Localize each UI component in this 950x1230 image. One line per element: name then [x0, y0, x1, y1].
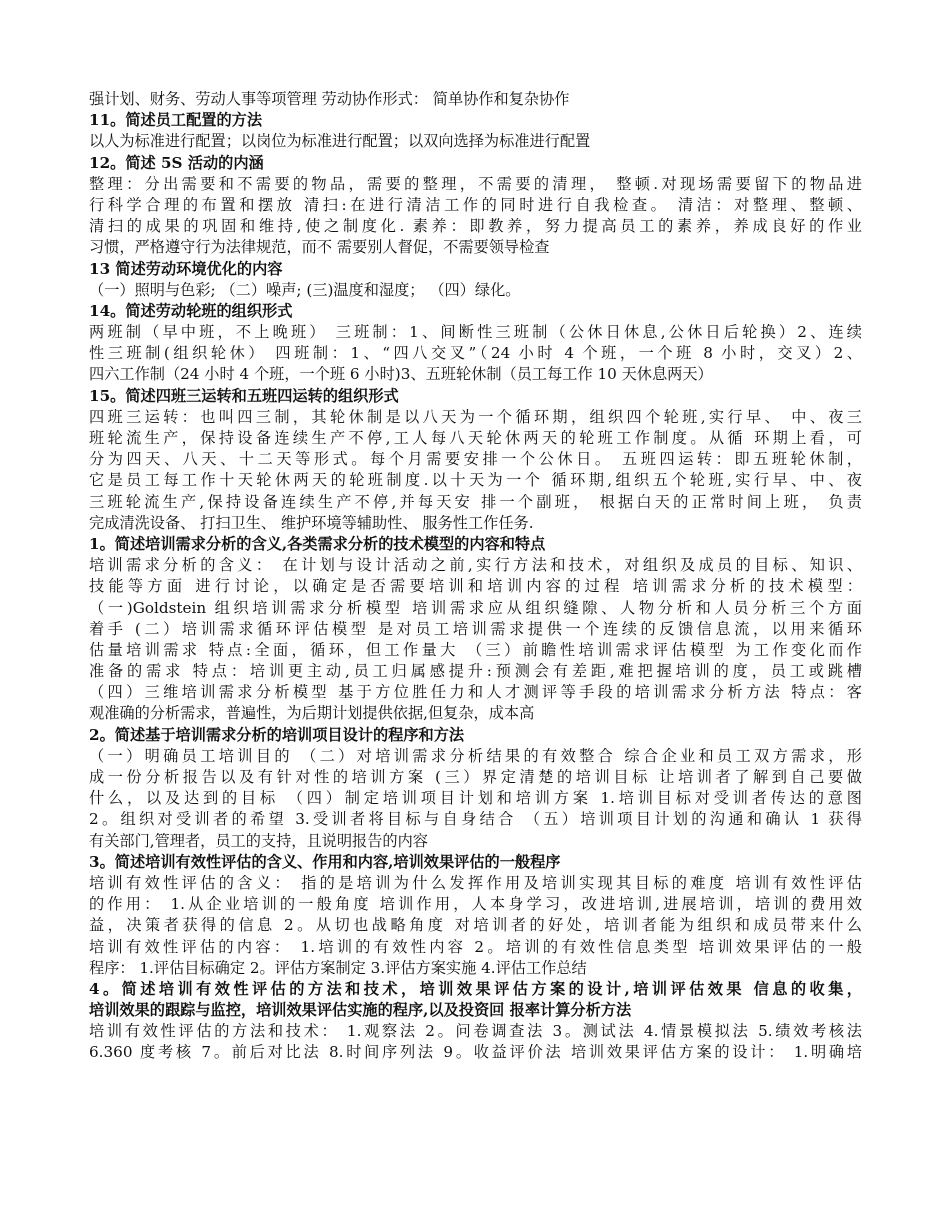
body-text-line: （一）明确员工培训目的 （二）对培训需求分析结果的有效整合 综合企业和员工双方需求，形 [89, 746, 862, 765]
body-text-line: 有关部门,管理者，员工的支持，且说明报告的内容 [89, 831, 428, 850]
body-text-line: 培训有效性评估的内容： 1.培训的有效性内容 2。培训的有效性信息类型 培训效果评估的一般 [89, 937, 862, 956]
body-text-line: 三班轮流生产,保持设备连续生产不停,并每天安 排一个副班， 根据白天的正常时间上班， 负责 [89, 492, 862, 511]
body-text-line: 性三班制(组织轮休） 四班制：1、“四八交叉”（24 小时 4 个班，一个班 8 小时，交叉）2、 [89, 344, 862, 363]
body-text-line: 培训有效性评估的方法和技术： 1.观察法 2。问卷调查法 3。测试法 4.情景模拟法 5.绩效考核法 [89, 1022, 862, 1041]
body-text-line: 程序： 1.评估目标确定 2。评估方案制定 3.评估方案实施 4.评估工作总结 [89, 958, 587, 977]
body-text-line: 着手 (二）培训需求循环评估模型 是对员工培训需求提供一个连续的反馈信息流，以用来循环 [89, 619, 862, 638]
body-text-line: 分为四天、八天、十二天等形式。每个月需要安排一个公休日。 五班四运转：即五班轮休制， [89, 450, 862, 469]
body-text-line: 两班制（早中班，不上晚班） 三班制：1、间断性三班制（公休日休息,公休日后轮换）2、连续 [89, 323, 862, 342]
body-text-line: 成一份分析报告以及有针对性的培训方案 (三）界定清楚的培训目标 让培训者了解到自己要做 [89, 768, 862, 786]
body-text-line: （一)Goldstein 组织培训需求分析模型 培训需求应从组织缝隙、人物分析和人员分析三个方面 [89, 598, 862, 617]
body-text-line: 2。组织对受训者的希望 3.受训者将目标与自身结合 （五）培训项目计划的沟通和确认 1 获得 [89, 810, 862, 829]
body-text-line: 它是员工每工作十天轮休两天的轮班制度.以十天为一个 循环期,组织五个轮班,实行早、中、夜 [89, 471, 862, 490]
body-text-line: （四）三维培训需求分析模型 基于方位胜任力和人才测评等手段的培训需求分析方法 特点：客 [89, 683, 862, 702]
section-heading: 1。简述培训需求分析的含义,各类需求分析的技术模型的内容和特点 [89, 534, 546, 553]
body-text-line: 强计划、财务、劳动人事等项管理 劳动协作形式： 简单协作和复杂协作 [89, 90, 570, 108]
body-text-line: 以人为标准进行配置；以岗位为标准进行配置；以双向选择为标准进行配置 [89, 132, 591, 151]
body-text-line: 培训有效性评估的含义： 指的是培训为什么发挥作用及培训实现其目标的难度 培训有效性评估 [89, 873, 862, 892]
section-heading: 14。简述劳动轮班的组织形式 [89, 301, 293, 320]
body-text-line: 什么，以及达到的目标 （四）制定培训项目计划和培训方案 1.培训目标对受训者传达的意图 [89, 789, 862, 808]
section-heading: 15。简述四班三运转和五班四运转的组织形式 [89, 386, 399, 405]
body-text-line: 习惯，严格遵守行为法律规范，而不 需要别人督促，不需要领导检查 [89, 238, 550, 257]
section-heading: 4。简述培训有效性评估的方法和技术，培训效果评估方案的设计,培训评估效果 信息的收集， [89, 979, 862, 998]
body-text-line: 清扫的成果的巩固和维持,使之制度化. 素养：即教养，努力提高员工的素养，养成良好的作业 [89, 217, 862, 236]
section-heading: 13 简述劳动环境优化的内容 [89, 259, 283, 278]
body-text-line: 整理：分出需要和不需要的物品，需要的整理，不需要的清理， 整顿.对现场需要留下的物品进 [89, 174, 862, 193]
body-text-line: 的作用： 1.从企业培训的一般角度 培训作用，人本身学习，改进培训,进展培训，培训的费用效 [89, 895, 862, 914]
section-heading: 11。简述员工配置的方法 [89, 111, 263, 130]
body-text-line: 技能等方面 进行讨论，以确定是否需要培训和培训内容的过程 培训需求分析的技术模型： [89, 577, 862, 596]
body-text-line: 行科学合理的布置和摆放 清扫:在进行清洁工作的同时进行自我检查。 清洁：对整理、整顿、 [89, 195, 862, 214]
section-heading: 2。简述基于培训需求分析的培训项目设计的程序和方法 [89, 725, 465, 744]
body-text-line: （一）照明与色彩; （二）噪声; (三)温度和湿度； （四）绿化。 [89, 280, 521, 299]
section-heading: 3。简述培训有效性评估的含义、作用和内容,培训效果评估的一般程序 [89, 852, 561, 871]
body-text-line: 估量培训需求 特点:全面，循环，但工作量大 （三）前瞻性培训需求评估模型 为工作变化而作 [89, 640, 862, 659]
body-text-line: 准备的需求 特点：培训更主动,员工归属感提升:预测会有差距,难把握培训的度，员工或跳槽 [89, 662, 862, 681]
body-text-line: 6.360 度考核 7。前后对比法 8.时间序列法 9。收益评价法 培训效果评估方案的设计： 1.明确培 [89, 1043, 862, 1062]
body-text-line: 完成清洗设备、 打扫卫生、 维护环境等辅助性、 服务性工作任务. [89, 513, 534, 532]
body-text-line: 班轮流生产，保持设备连续生产不停,工人每八天轮休两天的轮班工作制度。从循 环期上看，可 [89, 429, 862, 447]
body-text-line: 益，决策者获得的信息 2。从切也战略角度 对培训者的好处，培训者能为组织和成员带来什么 [89, 916, 862, 935]
body-text-line: 四班三运转：也叫四三制，其轮休制是以八天为一个循环期，组织四个轮班,实行早、 中、夜三 [89, 407, 862, 426]
section-heading: 培训效果的跟踪与监控，培训效果评估实施的程序,以及投资回 报率计算分析方法 [89, 1001, 632, 1020]
body-text-line: 观准确的分析需求，普遍性，为后期计划提供依据,但复杂，成本高 [89, 704, 535, 723]
body-text-line: 培训需求分析的含义： 在计划与设计活动之前,实行方法和技术，对组织及成员的目标、知识、 [89, 556, 862, 575]
body-text-line: 四六工作制（24 小时 4 个班，一个班 6 小时)3、五班轮休制（员工每工作 10 天休息两天） [89, 365, 713, 384]
section-heading: 12。简述 5S 活动的内涵 [89, 153, 264, 172]
